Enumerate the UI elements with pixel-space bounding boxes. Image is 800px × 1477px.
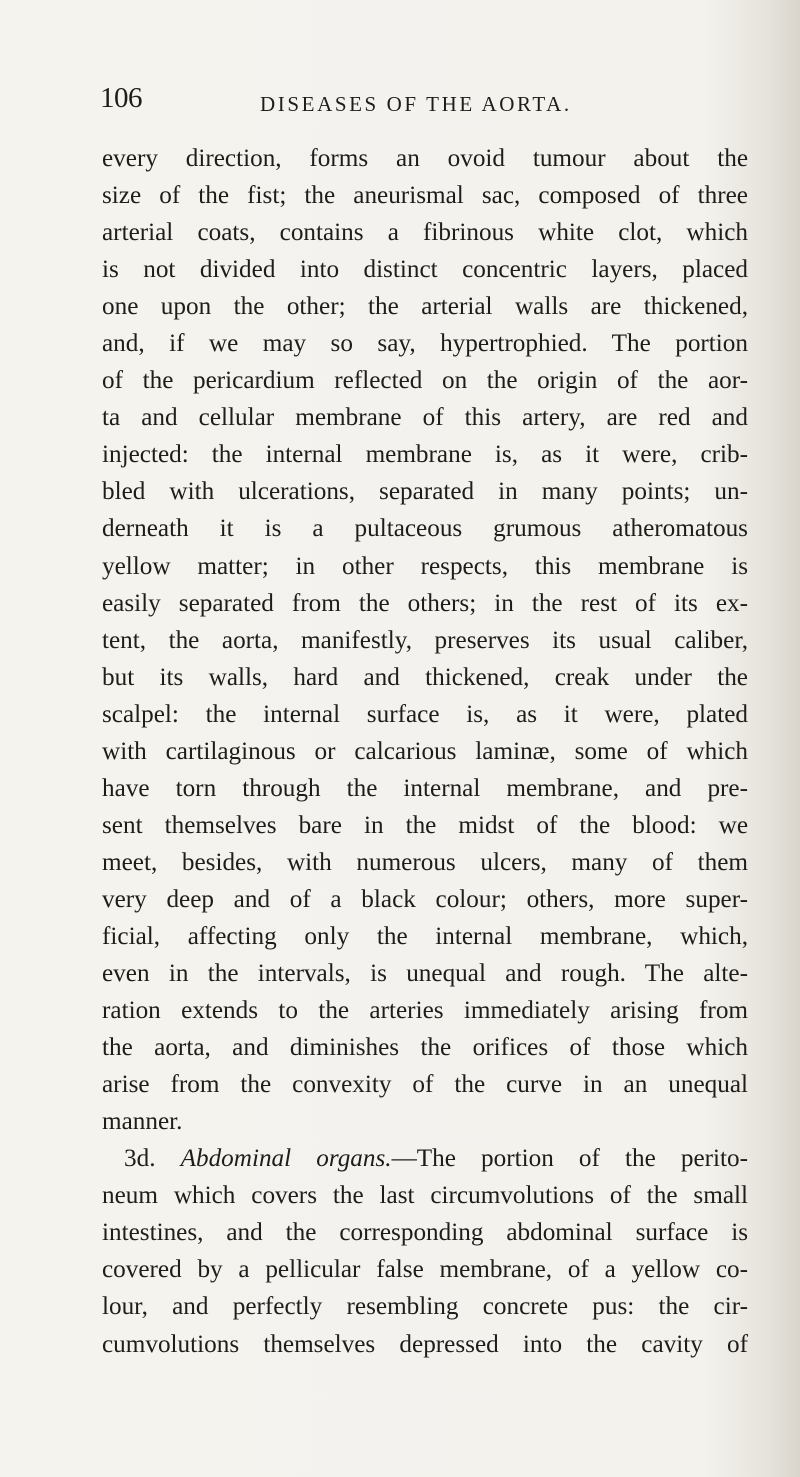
text-line: neum which covers the last circumvolutions of the small (102, 1182, 748, 1210)
section-heading: Abdominal organs. (180, 1145, 392, 1173)
text-line: the aorta, and diminishes the orifices of those which (102, 1034, 748, 1062)
text-line: of the pericardium reflected on the origin of the aor- (102, 367, 748, 395)
body-text (102, 140, 748, 1363)
text-line: one upon the other; the arterial walls are thickened, (102, 293, 748, 321)
text-line: covered by a pellicular false membrane, of a yellow co- (102, 1256, 748, 1284)
text-line: derneath it is a pultaceous grumous atheromatous (102, 515, 748, 543)
running-head: DISEASES OF THE AORTA. (260, 92, 572, 116)
page-header (100, 82, 740, 122)
text-line: with cartilaginous or calcarious laminæ, some of which (102, 737, 748, 765)
section-first-line (102, 1140, 748, 1177)
text-line: meet, besides, with numerous ulcers, many of them (102, 848, 748, 876)
section-number: 3d. (124, 1145, 156, 1173)
text-line: size of the fist; the aneurismal sac, composed of three (102, 182, 748, 210)
text-line: ration extends to the arteries immediately arising from (102, 997, 748, 1025)
text-line: and, if we may so say, hypertrophied. The portion (102, 330, 748, 358)
page-number: 106 (100, 82, 142, 114)
text-line: scalpel: the internal surface is, as it were, plated (102, 700, 748, 728)
text-line: arterial coats, contains a fibrinous white clot, which (102, 219, 748, 247)
text-line: very deep and of a black colour; others, more super- (102, 885, 748, 913)
text-line: manner. (102, 1108, 183, 1136)
text-line: even in the intervals, is unequal and rough. The alte- (102, 960, 748, 988)
text-line: sent themselves bare in the midst of the blood: we (102, 811, 748, 839)
text-line: injected: the internal membrane is, as it were, crib- (102, 441, 748, 469)
text-line: bled with ulcerations, separated in many points; un- (102, 478, 748, 506)
text-line: arise from the convexity of the curve in an unequal (102, 1071, 748, 1099)
text-line: cumvolutions themselves depressed into the cavity of (102, 1330, 748, 1358)
text-line: intestines, and the corresponding abdominal surface is (102, 1219, 748, 1247)
text-line: yellow matter; in other respects, this membrane is (102, 552, 748, 580)
text-line: is not divided into distinct concentric layers, placed (102, 256, 748, 284)
text-line: tent, the aorta, manifestly, preserves its usual caliber, (102, 626, 748, 654)
text-line: have torn through the internal membrane, and pre- (102, 774, 748, 802)
text-line: ficial, affecting only the internal membrane, which, (102, 922, 748, 950)
text-line: ta and cellular membrane of this artery, are red and (102, 404, 748, 432)
text-line: lour, and perfectly resembling concrete pus: the cir- (102, 1293, 748, 1321)
text-line: but its walls, hard and thickened, creak under the (102, 663, 748, 691)
text-line: every direction, forms an ovoid tumour about the (102, 145, 748, 172)
text-line: easily separated from the others; in the rest of its ex- (102, 589, 748, 617)
section-first-line-text: —The portion of the perito- (391, 1145, 749, 1173)
